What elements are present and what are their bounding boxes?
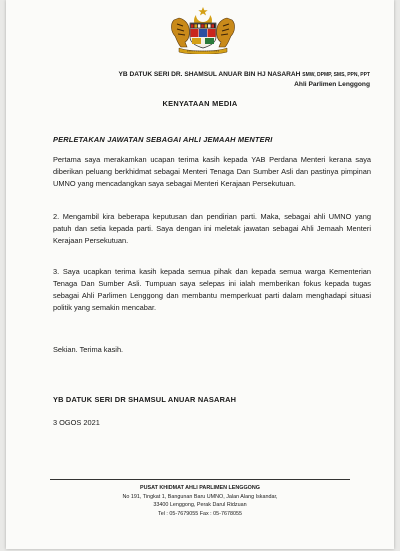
malaysia-coat-of-arms-icon: [165, 6, 241, 54]
paragraph-2: 2. Mengambil kira beberapa keputusan dan pendirian parti. Maka, sebagai ahli UMNO yang patuh dan setia kepada parti. Saya dengan ini meletak jawatan sebagai Ahli Jemaah Menteri Kerajaan Persekutuan.: [53, 212, 371, 245]
sender-block: [50, 70, 370, 89]
sender-honours: SMW, DPMP, SMS, PPN, PPT: [302, 72, 370, 78]
document-heading: KENYATAAN MEDIA: [162, 99, 238, 108]
paragraph-1: Pertama saya merakamkan ucapan terima kasih kepada YAB Perdana Menteri kerana saya diberikan peluang berkhidmat sebagai Menteri Tenaga Dan Sumber Asli dan pastinya pimpinan UMNO yang mencadangkan saya sebagai Menteri Kerajaan Persekutuan.: [53, 155, 371, 188]
sender-name: YB DATUK SERI DR. SHAMSUL ANUAR BIN HJ NASARAH: [118, 71, 301, 78]
footer-block: [6, 484, 394, 518]
subject-line: PERLETAKAN JAWATAN SEBAGAI AHLI JEMAAH MENTERI: [53, 135, 273, 144]
footer-office: PUSAT KHIDMAT AHLI PARLIMEN LENGGONG: [140, 485, 260, 491]
letter-page: [6, 0, 394, 549]
footer-contact: Tel : 05-7679055 Fax : 05-7678055: [158, 510, 242, 517]
footer-address-line1: No 191, Tingkat 1, Bangunan Baru UMNO, Jalan Alang Iskandar,: [122, 493, 278, 500]
document-date: 3 OGOS 2021: [53, 418, 100, 427]
closing-line: Sekian. Terima kasih.: [53, 345, 124, 354]
footer-divider: [50, 479, 350, 480]
sender-title: Ahli Parlimen Lenggong: [294, 81, 370, 88]
footer-address-line2: 33400 Lenggong, Perak Darul Ridzuan: [153, 502, 247, 509]
signer-name: YB DATUK SERI DR SHAMSUL ANUAR NASARAH: [53, 395, 237, 404]
paragraph-3: 3. Saya ucapkan terima kasih kepada semua pihak dan kepada semua warga Kementerian Tenaga Dan Sumber Asli. Tumpuan saya selepas ini ialah memberikan fokus kepada tugas sebagai Ahli Parlimen Lenggong dan membantu memperkuat parti dalam menghadapi situasi politik yang semakin mencabar.: [53, 267, 371, 312]
